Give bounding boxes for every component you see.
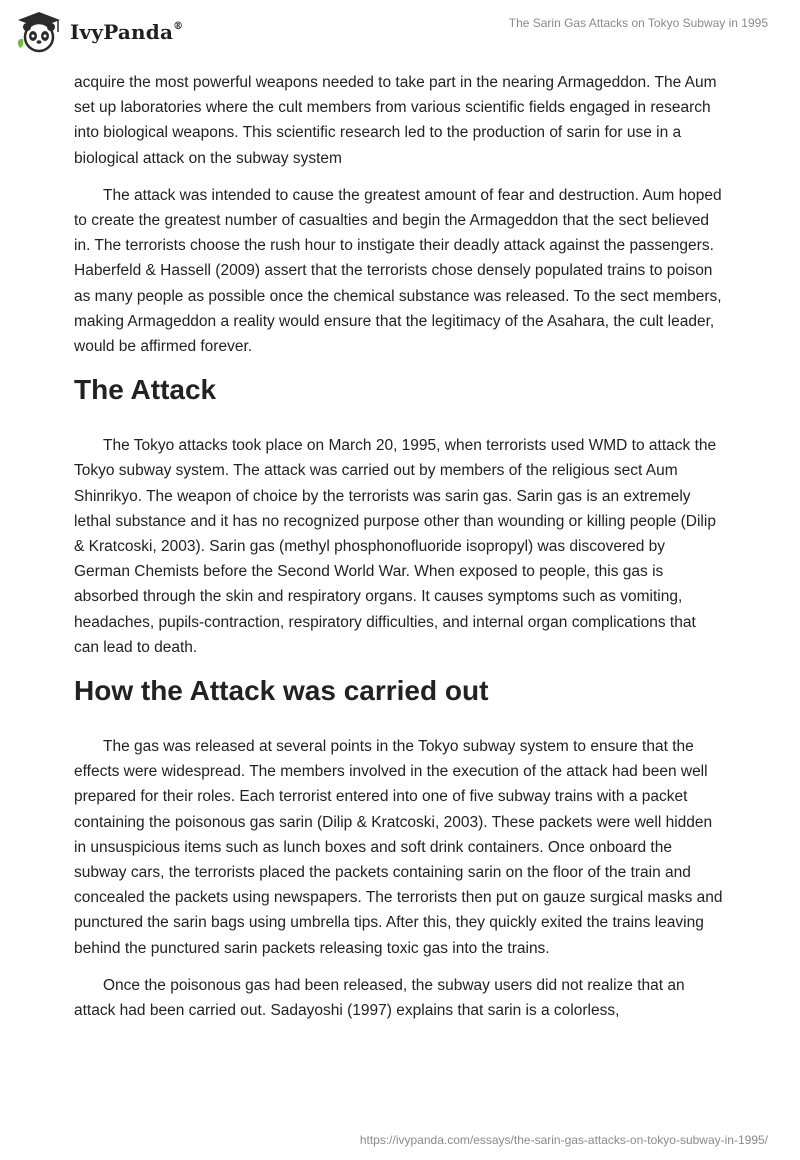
essay-content	[74, 70, 724, 1035]
section-heading-how-carried-out: How the Attack was carried out	[74, 675, 489, 707]
paragraph: The attack was intended to cause the greatest amount of fear and destruction. Aum hoped to create the greatest number of casualties and begin the Armageddon that the sect believed in. The terrorists choose the rush hour to instigate their deadly attack against the passengers. Haberfeld & Hassell (2009) assert that the terrorists chose densely populated trains to poison as many people as possible once the chemical substance was released. To the sect members, making Armageddon a reality would ensure that the legitimacy of the Asahara, the cult leader, would be affirmed forever.	[74, 186, 722, 356]
paragraph: The gas was released at several points in the Tokyo subway system to ensure that the effects were widespread. The members involved in the execution of the attack had been well prepared for their roles. Each terrorist entered into one of five subway trains with a packet containing the poisonous gas sarin (Dilip & Kratcoski, 2003). These packets were well hidden in unsuspicious items such as lunch boxes and soft drink containers. Once onboard the subway cars, the terrorists placed the packets containing sarin on the floor of the train and concealed the packets using newspapers. The terrorists then put on gauze surgical masks and punctured the sarin bags using umbrella tips. After this, they quickly exited the trains leaving behind the punctured sarin packets releasing toxic gas into the trains.	[74, 738, 723, 957]
panda-graduate-icon	[14, 10, 64, 54]
paragraph: The Tokyo attacks took place on March 20, 1995, when terrorists used WMD to attack the Tokyo subway system. The attack was carried out by members of the religious sect Aum Shinrikyo. The weapon of choice by the terrorists was sarin gas. Sarin gas is an extremely lethal substance and it has no recognized purpose other than wounding or killing people (Dilip & Kratcoski, 2003). Sarin gas (methyl phosphonofluoride isopropyl) was discovered by German Chemists before the Second World War. When exposed to people, this gas is absorbed through the skin and respiratory organs. It causes symptoms such as vomiting, headaches, pupils-contraction, respiratory difficulties, and internal organ complications that can lead to death.	[74, 437, 717, 656]
brand-logo[interactable]	[14, 10, 183, 54]
section-heading-the-attack: The Attack	[74, 374, 217, 406]
paragraph: Once the poisonous gas had been released, the subway users did not realize that an attack had been carried out. Sadayoshi (1997) explains that sarin is a colorless,	[74, 976, 685, 1020]
page-header	[0, 0, 800, 60]
brand-name: IvyPanda®	[70, 20, 184, 44]
source-url-link[interactable]: https://ivypanda.com/essays/the-sarin-gas-attacks-on-tokyo-subway-in-1995/	[359, 1133, 768, 1147]
paragraph: acquire the most powerful weapons needed to take part in the nearing Armageddon. The Aum set up laboratories where the cult members from various scientific fields engaged in research into biological weapons. This scientific research led to the production of sarin for use in a biological attack on the subway system	[74, 74, 717, 167]
document-title: The Sarin Gas Attacks on Tokyo Subway in 1995	[508, 16, 768, 30]
